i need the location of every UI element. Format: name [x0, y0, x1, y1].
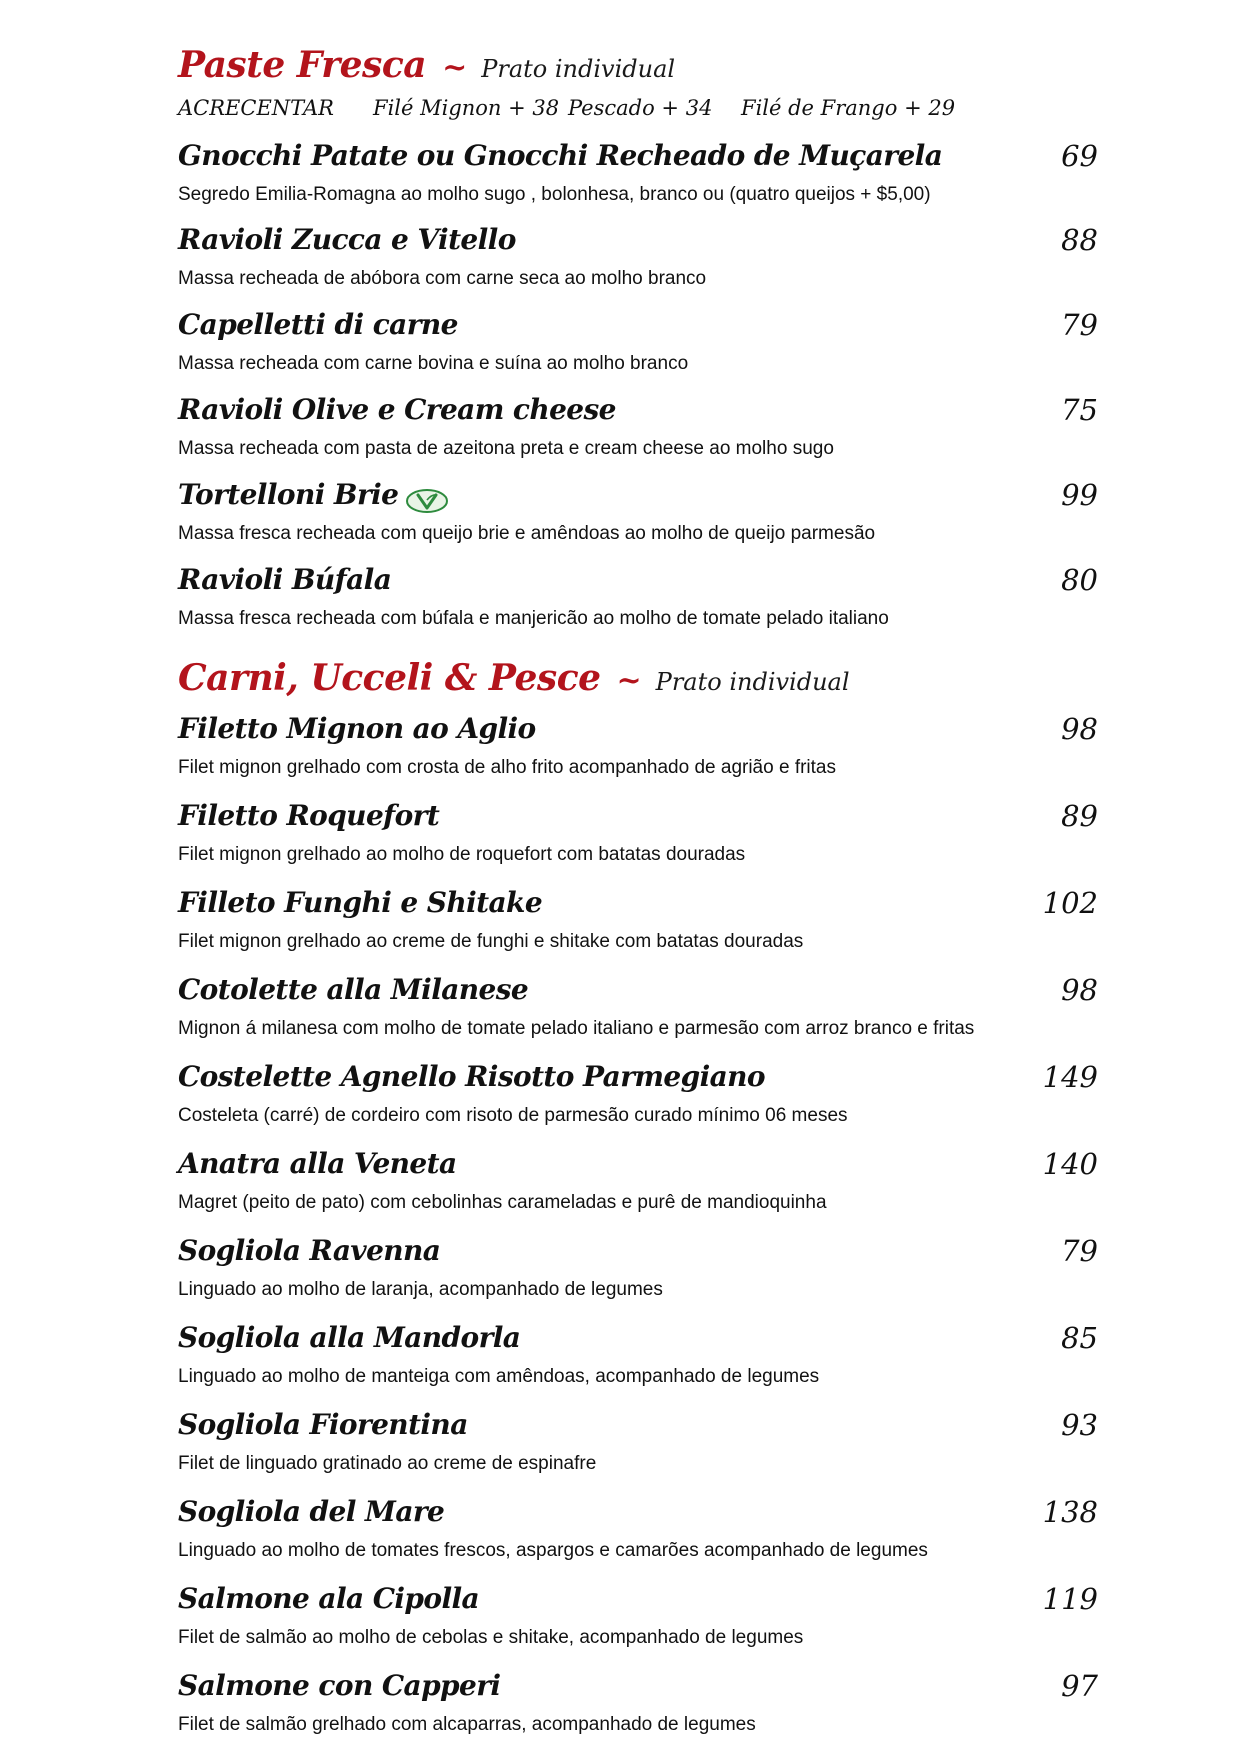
- menu-item: [178, 1321, 1098, 1401]
- menu-item: [178, 1408, 1098, 1488]
- menu-item: [178, 223, 1098, 303]
- dish-description: Filet de linguado gratinado ao creme de espinafre: [178, 1453, 597, 1474]
- dish-description: Filet de salmão ao molho de cebolas e shitake, acompanhado de legumes: [178, 1627, 804, 1648]
- menu-item: [178, 1234, 1098, 1314]
- addon-file-de-frango: Filé de Frango + 29: [741, 96, 956, 120]
- dish-price: 98: [1061, 712, 1098, 746]
- menu-item: [178, 1147, 1098, 1227]
- section-title: Carni, Ucceli & Pesce: [178, 657, 601, 699]
- dish-name: Filetto Roquefort: [178, 799, 440, 832]
- dish-description: Linguado ao molho de manteiga com amêndoas, acompanhado de legumes: [178, 1366, 820, 1387]
- dish-name: Salmone con Capperi: [178, 1669, 501, 1702]
- dish-description: Filet mignon grelhado ao molho de roquefort com batatas douradas: [178, 844, 746, 865]
- dish-description: Massa recheada com carne bovina e suína ao molho branco: [178, 353, 689, 374]
- dish-price: 80: [1061, 563, 1098, 597]
- section-subtitle: Prato individual: [481, 55, 676, 83]
- dish-name: Sogliola alla Mandorla: [178, 1321, 521, 1354]
- menu-item: [178, 308, 1098, 388]
- dish-name: Gnocchi Patate ou Gnocchi Recheado de Muçarela: [178, 139, 943, 172]
- menu-item: [178, 139, 1098, 219]
- dish-name: Sogliola Ravenna: [178, 1234, 441, 1267]
- section-heading-carni-ucceli-pesce: [178, 657, 850, 699]
- dish-price: 93: [1061, 1408, 1098, 1442]
- dish-name: Anatra alla Veneta: [178, 1147, 457, 1180]
- dish-price: 69: [1061, 139, 1098, 173]
- dish-price: 88: [1061, 223, 1098, 257]
- dish-price: 119: [1042, 1582, 1098, 1616]
- menu-item: [178, 886, 1098, 966]
- dish-price: 98: [1061, 973, 1098, 1007]
- menu-item: [178, 973, 1098, 1053]
- dish-name: Ravioli Búfala: [178, 563, 392, 596]
- menu-item: [178, 1495, 1098, 1575]
- dish-name: Tortelloni Brie: [178, 478, 399, 511]
- dish-price: 102: [1042, 886, 1098, 920]
- addon-pescado: Pescado + 34: [568, 96, 713, 120]
- menu-item: [178, 1669, 1098, 1749]
- dish-description: Mignon á milanesa com molho de tomate pelado italiano e parmesão com arroz branco e fritas: [178, 1018, 975, 1039]
- dish-description: Filet mignon grelhado com crosta de alho frito acompanhado de agrião e fritas: [178, 757, 836, 778]
- dish-price: 79: [1061, 308, 1098, 342]
- dish-name: Sogliola del Mare: [178, 1495, 445, 1528]
- section-title: Paste Fresca: [178, 44, 427, 86]
- menu-item: [178, 712, 1098, 792]
- menu-item: [178, 478, 1098, 558]
- dish-price: 89: [1061, 799, 1098, 833]
- dish-name: Ravioli Zucca e Vitello: [178, 223, 516, 256]
- section-dash: ~: [616, 663, 642, 698]
- menu-item: [178, 563, 1098, 643]
- vegetarian-icon: [405, 488, 449, 514]
- addons-label: ACRECENTAR: [178, 96, 334, 120]
- dish-price: 97: [1061, 1669, 1098, 1703]
- dish-description: Segredo Emilia-Romagna ao molho sugo , bolonhesa, branco ou (quatro queijos + $5,00): [178, 184, 931, 205]
- dish-price: 138: [1042, 1495, 1098, 1529]
- dish-description: Filet de salmão grelhado com alcaparras, acompanhado de legumes: [178, 1714, 756, 1735]
- dish-description: Massa recheada com pasta de azeitona preta e cream cheese ao molho sugo: [178, 438, 834, 459]
- dish-name: Cotolette alla Milanese: [178, 973, 529, 1006]
- dish-name: Capelletti di carne: [178, 308, 458, 341]
- dish-description: Linguado ao molho de tomates frescos, aspargos e camarões acompanhado de legumes: [178, 1540, 928, 1561]
- menu-item: [178, 1582, 1098, 1662]
- dish-description: Magret (peito de pato) com cebolinhas carameladas e purê de mandioquinha: [178, 1192, 827, 1213]
- dish-description: Costeleta (carré) de cordeiro com risoto de parmesão curado mínimo 06 meses: [178, 1105, 848, 1126]
- dish-description: Massa recheada de abóbora com carne seca ao molho branco: [178, 268, 707, 289]
- dish-price: 149: [1042, 1060, 1098, 1094]
- dish-name: Sogliola Fiorentina: [178, 1408, 468, 1441]
- dish-name: Filetto Mignon ao Aglio: [178, 712, 536, 745]
- section-dash: ~: [442, 50, 468, 85]
- dish-description: Massa fresca recheada com queijo brie e amêndoas ao molho de queijo parmesão: [178, 523, 876, 544]
- menu-item: [178, 393, 1098, 473]
- section-subtitle: Prato individual: [655, 668, 850, 696]
- dish-name: Ravioli Olive e Cream cheese: [178, 393, 616, 426]
- dish-name: Costelette Agnello Risotto Parmegiano: [178, 1060, 765, 1093]
- dish-price: 79: [1061, 1234, 1098, 1268]
- addons-row: [178, 96, 956, 130]
- menu-item: [178, 799, 1098, 879]
- menu-item: [178, 1060, 1098, 1140]
- dish-price: 99: [1061, 478, 1098, 512]
- section-heading-paste-fresca: [178, 44, 675, 86]
- dish-description: Filet mignon grelhado ao creme de funghi e shitake com batatas douradas: [178, 931, 804, 952]
- dish-name: Filleto Funghi e Shitake: [178, 886, 543, 919]
- dish-name: Salmone ala Cipolla: [178, 1582, 480, 1615]
- dish-price: 75: [1061, 393, 1098, 427]
- dish-description: Linguado ao molho de laranja, acompanhado de legumes: [178, 1279, 663, 1300]
- dish-price: 140: [1042, 1147, 1098, 1181]
- dish-price: 85: [1061, 1321, 1098, 1355]
- dish-description: Massa fresca recheada com búfala e manjericão ao molho de tomate pelado italiano: [178, 608, 889, 629]
- addon-file-mignon: Filé Mignon + 38: [373, 96, 560, 120]
